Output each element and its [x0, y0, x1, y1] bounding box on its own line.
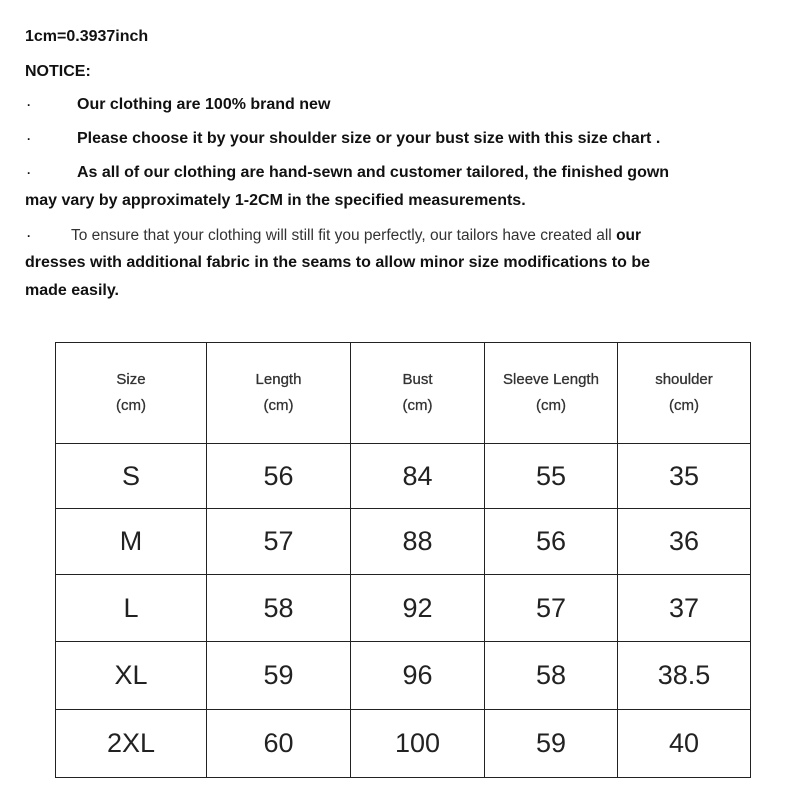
cell-size: M	[56, 509, 207, 575]
header-unit: (cm)	[669, 397, 699, 414]
cell-length: 56	[207, 444, 351, 509]
header-label: shoulder	[655, 371, 713, 388]
cell-bust: 84	[351, 444, 485, 509]
notice-title: NOTICE:	[25, 63, 91, 80]
cell-size: 2XL	[56, 710, 207, 778]
bullet-mark: ·	[27, 166, 31, 180]
cell-bust: 88	[351, 509, 485, 575]
cell-bust: 96	[351, 642, 485, 710]
cell-bust: 92	[351, 575, 485, 642]
cell-shoulder: 40	[618, 710, 751, 778]
table-row	[56, 509, 751, 575]
table-row	[56, 642, 751, 710]
cell-sleeve-length: 58	[485, 642, 618, 710]
header-label: Sleeve Length	[503, 371, 599, 388]
header-unit: (cm)	[402, 397, 433, 414]
notice-4-line-3: made easily.	[25, 282, 119, 299]
cell-sleeve-length: 57	[485, 575, 618, 642]
header-bust	[351, 343, 485, 444]
header-unit: (cm)	[536, 397, 566, 414]
cell-shoulder: 36	[618, 509, 751, 575]
header-label: Length	[255, 371, 302, 388]
notice-2-text: Please choose it by your shoulder size or your bust size with this size chart .	[77, 130, 661, 147]
notice-3-line-1: As all of our clothing are hand-sewn and customer tailored, the finished gown	[77, 164, 670, 181]
header-length	[207, 343, 351, 444]
cell-bust: 100	[351, 710, 485, 778]
bullet-mark: ·	[27, 98, 31, 112]
table-header-row	[56, 343, 751, 444]
unit-conversion: 1cm=0.3937inch	[25, 28, 149, 45]
cell-sleeve-length: 56	[485, 509, 618, 575]
cell-length: 58	[207, 575, 351, 642]
table-row	[56, 575, 751, 642]
table-row	[56, 444, 751, 509]
header-unit: (cm)	[116, 397, 146, 414]
notice-4-line-2: dresses with additional fabric in the seams to allow minor size modifications to be	[25, 254, 651, 271]
header-size	[56, 343, 207, 444]
cell-length: 59	[207, 642, 351, 710]
header-label: Size	[116, 371, 146, 388]
header-sleeve-length	[485, 343, 618, 444]
cell-size: L	[56, 575, 207, 642]
cell-length: 57	[207, 509, 351, 575]
cell-shoulder: 37	[618, 575, 751, 642]
notice-4-line-1	[71, 226, 641, 246]
cell-length: 60	[207, 710, 351, 778]
cell-sleeve-length: 55	[485, 444, 618, 509]
notice-1-text: Our clothing are 100% brand new	[77, 96, 331, 113]
cell-size: S	[56, 444, 207, 509]
header-shoulder	[618, 343, 751, 444]
bullet-mark: ·	[27, 229, 31, 243]
header-label: Bust	[402, 371, 433, 388]
table-row	[56, 710, 751, 778]
size-chart-table	[55, 342, 751, 778]
header-unit: (cm)	[263, 397, 294, 414]
cell-shoulder: 38.5	[618, 642, 751, 710]
cell-shoulder: 35	[618, 444, 751, 509]
bullet-mark: ·	[27, 132, 31, 146]
notice-4-line-1-part-b: our	[616, 227, 642, 244]
notice-4-line-1-part-a: To ensure that your clothing will still fit you perfectly, our tailors have created all	[71, 227, 617, 244]
cell-sleeve-length: 59	[485, 710, 618, 778]
notice-3-line-2: may vary by approximately 1-2CM in the specified measurements.	[25, 192, 526, 209]
cell-size: XL	[56, 642, 207, 710]
